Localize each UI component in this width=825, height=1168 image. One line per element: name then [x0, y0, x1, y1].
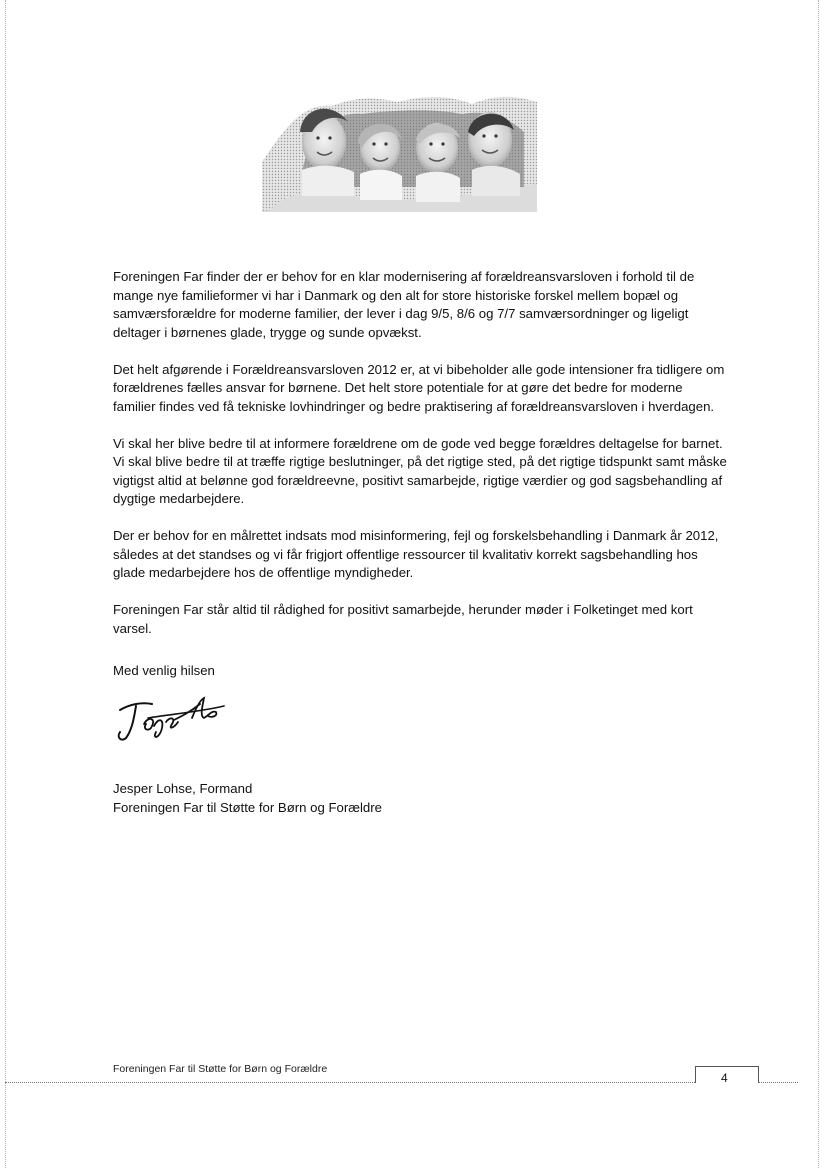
footer-rule	[5, 1082, 695, 1083]
paragraph-information: Vi skal her blive bedre til at informere forældrene om de gode ved begge forældres deltagelse for barnet. Vi skal blive bedre til at træffe rigtige beslutninger, på det rigtige sted, på det rigtige tidspunkt samt måske vigtigst altid at belønne god forældreevne, positivt samarbejde, rigtige værdier og god sagsbehandling af dygtige medarbejdere.	[113, 435, 727, 506]
paragraph-misinformation: Der er behov for en målrettet indsats mod misinformering, fejl og forskelsbehandling i Danmark år 2012, således at det standses og vi får frigjort offentlige ressourcer til kvalitativ korrekt sagsbehandling hos glade medarbejdere hos de offentlige myndigheder.	[113, 528, 719, 580]
page-edge-left	[5, 0, 6, 1168]
footer-organization: Foreningen Far til Støtte for Børn og Forældre	[113, 1063, 328, 1075]
signature-block	[113, 780, 382, 817]
paragraph-parental-responsibility: Det helt afgørende i Forældreansvarsloven 2012 er, at vi bibeholder alle gode intensioner fra tidligere om forældrenes fælles ansvar for børnene. Det helt store potentiale for at gøre det bedre for moderne familier findes ved få tekniske lovhindringer og bedre praktisering af forældreansvarsloven i hverdagen.	[113, 361, 725, 414]
page-number: 4	[721, 1071, 728, 1085]
family-photo	[262, 92, 537, 212]
signature	[112, 688, 232, 748]
signer-organization: Foreningen Far til Støtte for Børn og Forældre	[113, 799, 382, 815]
closing-salutation: Med venlig hilsen	[113, 663, 215, 678]
paragraph-modernization: Foreningen Far finder der er behov for en klar modernisering af forældreansvarsloven i forhold til de mange nye familieformer vi har i Danmark og den alt for store historiske forskel mellem bopæl og samværsforældre for moderne familier, der lever i dag 9/5, 8/6 og 7/7 samværsordninger og ligeligt deltager i børnenes glade, trygge og sunde opvækst.	[113, 269, 695, 340]
letter-body	[113, 268, 728, 657]
footer-rule-right	[758, 1082, 798, 1083]
paragraph-availability: Foreningen Far står altid til rådighed for positivt samarbejde, herunder møder i Folketinget med kort varsel.	[113, 602, 693, 636]
page-edge-right	[818, 0, 819, 1168]
signer-name-title: Jesper Lohse, Formand	[113, 781, 253, 796]
